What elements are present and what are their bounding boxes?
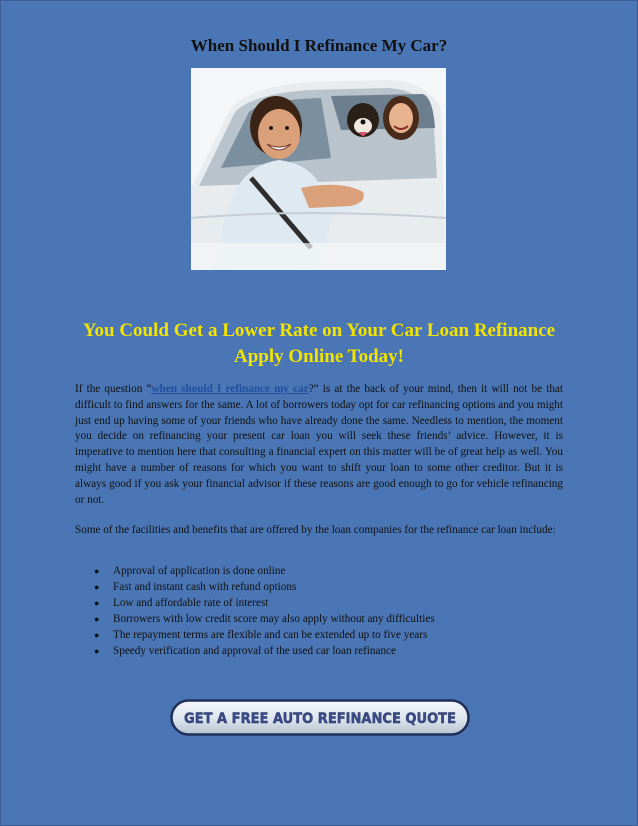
paragraph-intro-rest: ?” is at the back of your mind, then it will not be that difficult to find answers for the same. A lot of borrowers today opt for car refinancing options and you might just end up having some of your friends who have already done the same. Needless to mention, the moment you decide on refinancing your present car loan you will seek these friends’ advice. However, it is imperative to mention here that consulting a financial expert on this matter will be of great help as well. You might have a number of reasons for which you want to shift your loan to some other creditor. But it is always good if you ask your financial advisor if these reasons are good enough to go for vehicle refinancing or not. [75,383,563,506]
list-item-label: Approval of application is done online [113,565,286,577]
list-item-label: Low and affordable rate of interest [113,597,269,609]
page-title: When Should I Refinance My Car? [190,36,448,55]
bullet-icon: ● [94,614,100,624]
list-item [94,579,435,595]
list-item-label: The repayment terms are flexible and can be extended up to five years [113,629,428,641]
bullet-icon: ● [94,630,100,640]
bullet-icon: ● [94,598,100,608]
list-item [94,627,435,643]
list-item [94,595,435,611]
free-quote-button-label: GET A FREE AUTO REFINANCE QUOTE [184,711,456,727]
free-quote-button[interactable] [170,699,470,736]
list-item [94,643,435,659]
list-item-label: Borrowers with low credit score may also apply without any difficulties [113,613,435,625]
bullet-icon: ● [94,646,100,656]
paragraph-intro-start: If the question “ [75,383,152,395]
list-item [94,563,435,579]
body-text [75,382,563,554]
refinance-link[interactable]: when should I refinance my car [151,383,309,395]
hero-photo [191,68,446,270]
bullet-icon: ● [94,582,100,592]
list-item-label: Speedy verification and approval of the used car loan refinance [113,645,396,657]
headline: You Could Get a Lower Rate on Your Car Loan Refinance Apply Online Today! [82,320,556,367]
bullet-icon: ● [94,566,100,576]
paragraph-intro [75,382,563,508]
benefits-list [94,563,435,659]
paragraph-benefits-intro: Some of the facilities and benefits that are offered by the loan companies for the refinance car loan include: [75,524,556,537]
list-item-label: Fast and instant cash with refund options [113,581,297,593]
list-item [94,611,435,627]
